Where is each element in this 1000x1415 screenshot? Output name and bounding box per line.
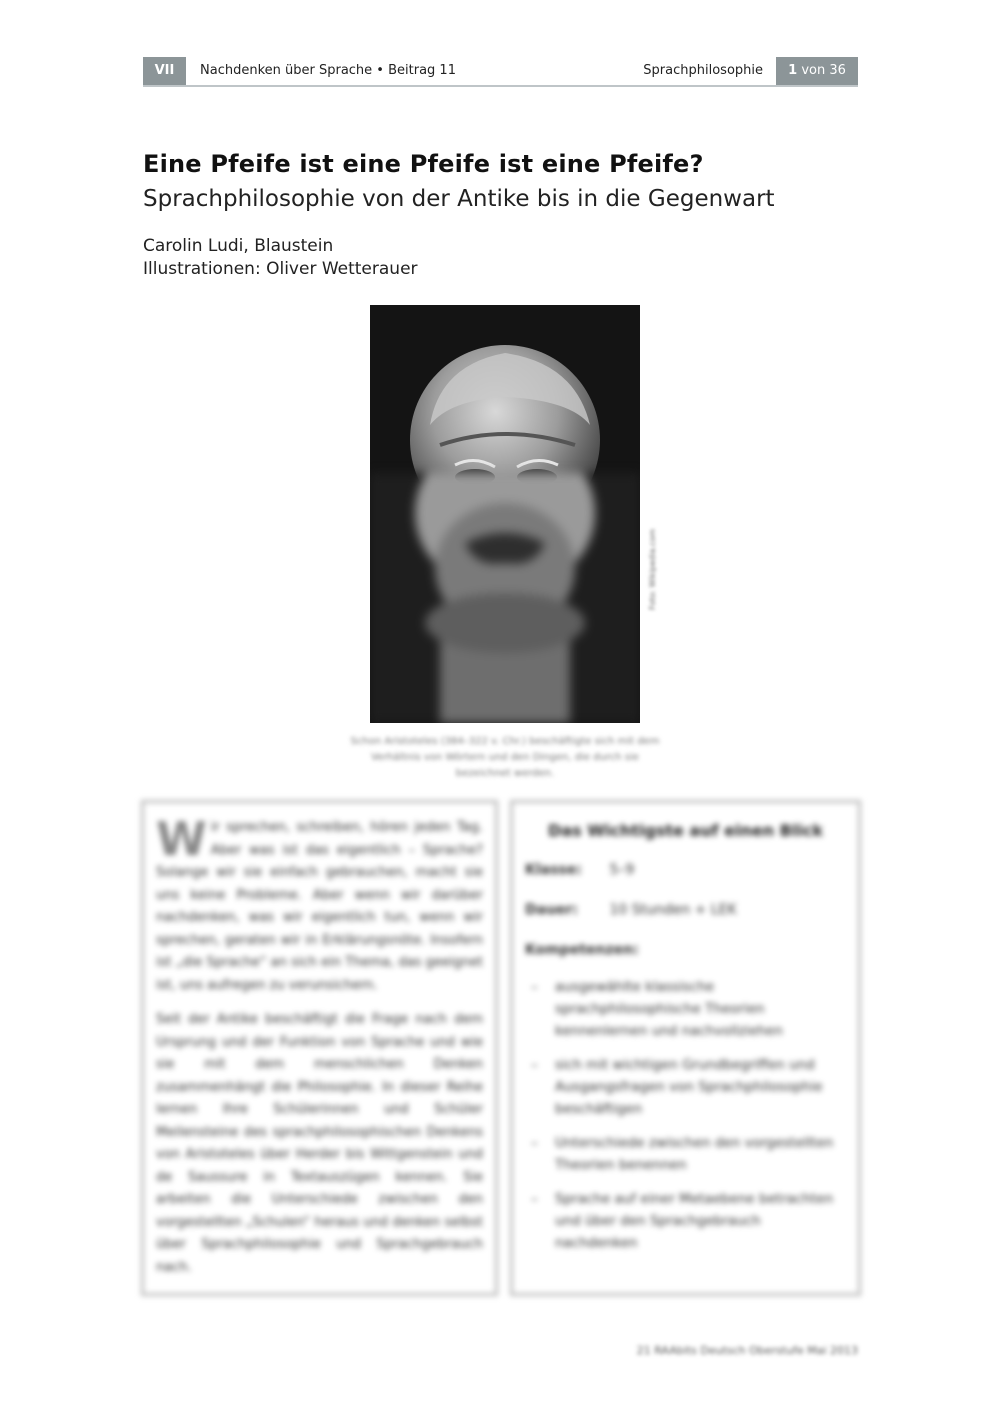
photo-caption: Schon Aristoteles (384–322 v. Chr.) beschäftigte sich mit dem Verhältnis von Wörtern und den Dingen, die durch sie bezeichnet werden. (350, 736, 660, 779)
competency-item: – Sprache auf einer Metaebene betrachten und über den Sprachgebrauch nachdenken (555, 1188, 846, 1254)
competencies-list (525, 976, 846, 1254)
aristotle-bust-photo (370, 305, 640, 723)
document-title: Eine Pfeife ist eine Pfeife ist eine Pfeife? (143, 150, 704, 178)
drop-cap: W (156, 812, 207, 866)
page-total: von 36 (801, 63, 846, 78)
summary-heading: Das Wichtigste auf einen Blick (548, 821, 823, 840)
page-header (143, 57, 858, 87)
intro-text-box (141, 800, 498, 1296)
duration-value: 10 Stunden + LEK (609, 902, 737, 918)
competency-item: – ausgewählte klassische sprachphilosophische Theorien kennenlernen und nachvollziehen (555, 976, 846, 1042)
document-subtitle: Sprachphilosophie von der Antike bis in die Gegenwart (143, 186, 775, 212)
bust-lower-blurred (370, 473, 640, 723)
intro-paragraph: ir sprechen, schreiben, hören jeden Tag. Aber was ist das eigentlich – Sprache? Solange wir sie einfach gebrauchen, macht sie uns keine Probleme. Aber wenn wir darüber nachdenken, was wir eigentlich tun, wenn wir sprechen, geraten wir in Erklärungsnöte. Insofern ist „die Sprache“ an sich ein Thema, das geeignet ist, uns aufregen zu verunsichern. (156, 820, 483, 993)
summary-box (510, 800, 861, 1296)
competency-item: – sich mit wichtigen Grundbegriffen und Ausgangsfragen von Sprachphilosophie beschäftigen (555, 1054, 846, 1120)
grade-row (525, 862, 846, 878)
competency-item: – Unterschiede zwischen den vorgestellten Theorien benennen (555, 1132, 846, 1176)
series-label: Nachdenken über Sprache • Beitrag 11 (200, 63, 456, 78)
page-indicator (776, 57, 858, 85)
competencies-heading: Kompetenzen: (525, 942, 639, 958)
intro-paragraph: Seit der Antike beschäftigt die Frage nach dem Ursprung und der Funktion von Sprache und wie sie mit dem menschlichen Denken zusammenhängt die Philosophie. In dieser Reihe lernen Ihre Schülerinnen und Schüler Meilensteine des sprachphilosophischen Denkens von Aristoteles über Herder bis Wittgenstein und de Saussure in Textauszügen kennen. Sie arbeiten die Unterschiede zwischen den vorgestellten „Schulen“ heraus und denken selbst über Sprachphilosophie und Sprachgebrauch nach. (156, 1012, 483, 1275)
photo-credit: Foto: Wikipedia.com (648, 528, 657, 610)
illustrator-line: Illustrationen: Oliver Wetterauer (143, 259, 418, 279)
section-badge: VII (143, 57, 186, 85)
grade-label: Klasse: (525, 862, 582, 878)
page-current: 1 (788, 63, 798, 78)
grade-value: 5–9 (609, 862, 635, 878)
topic-label: Sprachphilosophie (643, 63, 763, 78)
author-line: Carolin Ludi, Blaustein (143, 236, 334, 256)
duration-label: Dauer: (525, 902, 579, 918)
page-footer: 21 RAAbits Deutsch Oberstufe Mai 2013 (636, 1344, 858, 1357)
duration-row (525, 902, 846, 918)
